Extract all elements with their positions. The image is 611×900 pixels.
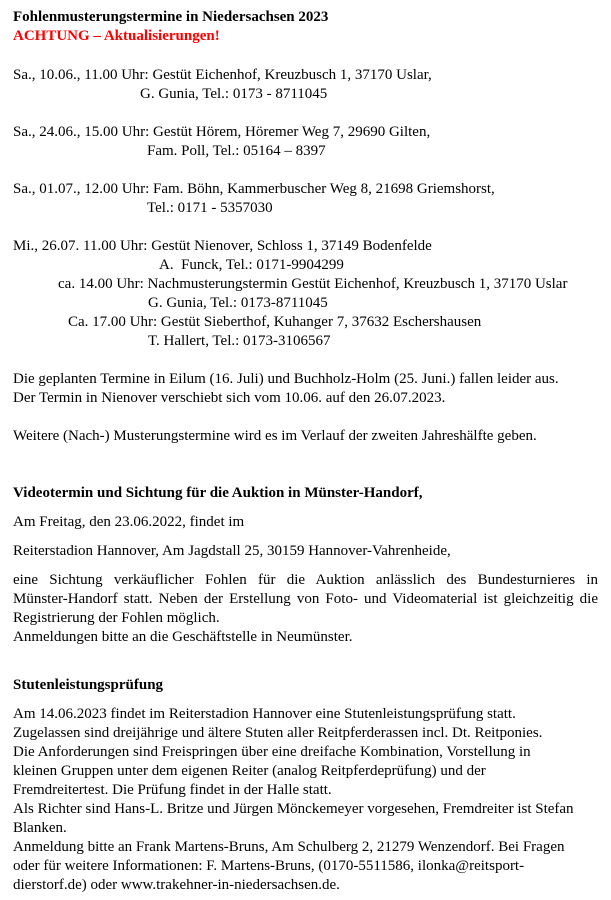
section-heading: Videotermin und Sichtung für die Auktion in Münster-Handorf, <box>13 485 423 501</box>
text-line: Blanken. <box>13 820 67 836</box>
text-line: Fremdreitertest. Die Prüfung findet in der Halle statt. <box>13 782 332 798</box>
text-line: Fam. Poll, Tel.: 05164 – 8397 <box>147 143 326 159</box>
document-header <box>13 8 598 46</box>
text-line: Sa., 01.07., 12.00 Uhr: Fam. Böhn, Kammerbuscher Weg 8, 21698 Griemshorst, <box>13 181 495 197</box>
text-line: Die Anforderungen sind Freispringen über eine dreifache Kombination, Vorstellung in <box>13 744 531 760</box>
auction-location-line <box>13 542 598 561</box>
text-line: Die geplanten Termine in Eilum (16. Juli) und Buchholz-Holm (25. Juni.) fallen leider aus. <box>13 371 559 387</box>
section-heading: Stutenleistungsprüfung <box>13 677 164 693</box>
text-line: Weitere (Nach-) Musterungstermine wird es im Verlauf der zweiten Jahreshälfte geben. <box>13 428 537 444</box>
text-line: kleinen Gruppen unter dem eigenen Reiter (analog Reitpferdeprüfung) und der <box>13 763 486 779</box>
text-line: Am 14.06.2023 findet im Reiterstadion Hannover eine Stutenleistungsprüfung statt. <box>13 706 516 722</box>
cancellation-note <box>13 370 598 408</box>
auction-section-heading <box>13 484 598 503</box>
text-line: Sa., 24.06., 15.00 Uhr: Gestüt Hörem, Höremer Weg 7, 29690 Gilten, <box>13 124 431 140</box>
text-line: G. Gunia, Tel.: 0173-8711045 <box>148 295 328 311</box>
mare-test-section-heading <box>13 676 598 695</box>
text-line: Zugelassen sind dreijährige und ältere Stuten aller Reitpferderassen incl. Dt. Reitponies. <box>13 725 543 741</box>
document-title: Fohlenmusterungstermine in Niedersachsen 2023 <box>13 9 329 25</box>
text-line: Mi., 26.07. 11.00 Uhr: Gestüt Nienover, Schloss 1, 37149 Bodenfelde <box>13 238 432 254</box>
text-line: Registrierung der Fohlen möglich. <box>13 610 220 626</box>
schedule-entry-2 <box>13 123 598 161</box>
text-line: Am Freitag, den 23.06.2022, findet im <box>13 514 245 530</box>
text-line: eine Sichtung verkäuflicher Fohlen für die Auktion anlässlich des Bundesturnieres in <box>13 572 598 588</box>
future-dates-note <box>13 427 598 446</box>
text-line: dierstorf.de) oder www.trakehner-in-niedersachsen.de. <box>13 877 340 893</box>
schedule-entry-4 <box>13 237 598 351</box>
schedule-entry-1 <box>13 66 598 104</box>
text-line: Der Termin in Nienover verschiebt sich vom 10.06. auf den 26.07.2023. <box>13 390 446 406</box>
text-line: A. Funck, Tel.: 0171-9904299 <box>159 257 344 273</box>
text-line: Reiterstadion Hannover, Am Jagdstall 25, 30159 Hannover-Vahrenheide, <box>13 543 451 559</box>
text-line: Ca. 17.00 Uhr: Gestüt Sieberthof, Kuhanger 7, 37632 Eschershausen <box>68 314 482 330</box>
text-line: ca. 14.00 Uhr: Nachmusterungstermin Gestüt Eichenhof, Kreuzbusch 1, 37170 Uslar <box>58 276 568 292</box>
text-line: Anmeldungen bitte an die Geschäftstelle in Neumünster. <box>13 629 353 645</box>
mare-test-details-paragraph <box>13 705 598 895</box>
text-line: G. Gunia, Tel.: 0173 - 8711045 <box>140 86 328 102</box>
text-line: Tel.: 0171 - 5357030 <box>147 200 273 216</box>
document-body <box>13 66 598 895</box>
schedule-entry-3 <box>13 180 598 218</box>
auction-date-line <box>13 513 598 532</box>
text-line: Anmeldung bitte an Frank Martens-Bruns, Am Schulberg 2, 21279 Wenzendorf. Bei Fragen <box>13 839 565 855</box>
text-line: oder für weitere Informationen: F. Martens-Bruns, (0170-5511586, ilonka@reitsport- <box>13 858 525 874</box>
text-line: Münster-Handorf statt. Neben der Erstellung von Foto- und Videomaterial ist gleichzeitig die <box>13 591 598 607</box>
text-line: Als Richter sind Hans-L. Britze und Jürgen Mönckemeyer vorgesehen, Fremdreiter ist Stefan <box>13 801 574 817</box>
text-line: Sa., 10.06., 11.00 Uhr: Gestüt Eichenhof, Kreuzbusch 1, 37170 Uslar, <box>13 67 432 83</box>
text-line: T. Hallert, Tel.: 0173-3106567 <box>148 333 331 349</box>
auction-details-paragraph <box>13 571 598 647</box>
alert-banner: ACHTUNG – Aktualisierungen! <box>13 28 220 44</box>
